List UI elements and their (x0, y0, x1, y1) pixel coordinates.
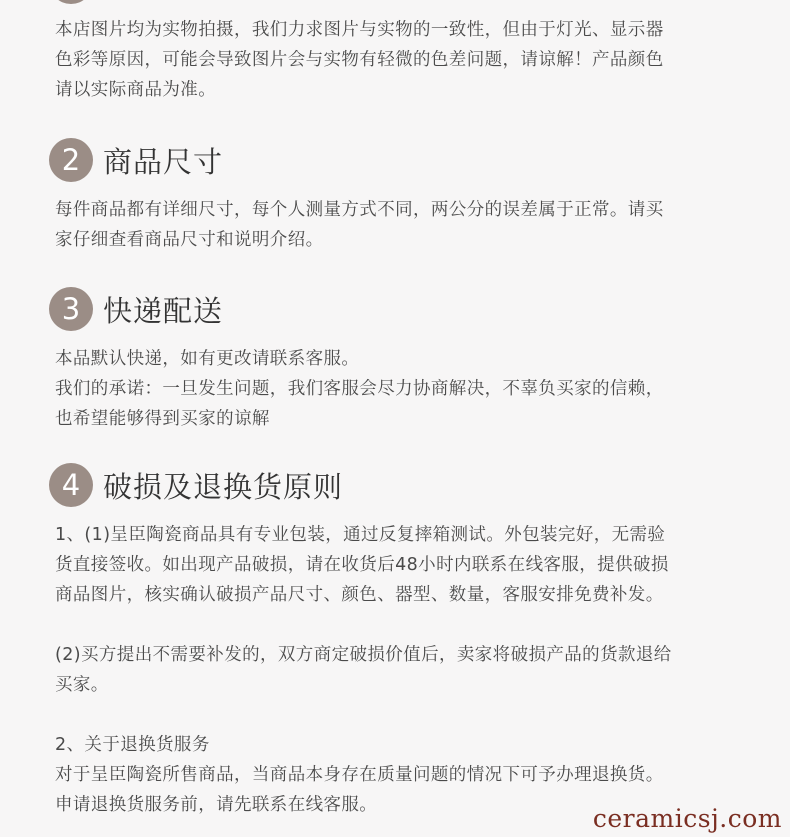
intro-line: 请以实际商品为准。 (55, 80, 217, 100)
body-line: 2、关于退换货服务 (55, 735, 210, 755)
section-1-badge-fragment (49, 0, 93, 4)
intro-line: 本店图片均为实物拍摄，我们力求图片与实物的一致性，但由于灯光、显示器 (55, 20, 664, 40)
body-line: 申请退换货服务前，请先联系在线客服。 (55, 795, 378, 815)
body-line: 对于呈臣陶瓷所售商品，当商品本身存在质量问题的情况下可予办理退换货。 (55, 765, 664, 785)
body-line: 商品图片，核实确认破损产品尺寸、颜色、器型、数量，客服安排免费补发。 (55, 585, 664, 605)
intro-line: 色彩等原因，可能会导致图片会与实物有轻微的色差问题，请谅解！产品颜色 (55, 50, 664, 70)
section-number-badge: 4 (49, 463, 93, 507)
section-shipping-body (55, 344, 745, 434)
body-line: 1、(1)呈臣陶瓷商品具有专业包装，通过反复摔箱测试。外包装完好，无需验 (55, 525, 666, 545)
body-line: 买家。 (55, 675, 109, 695)
section-number-badge: 3 (49, 287, 93, 331)
watermark-text: ceramicsj.com (592, 804, 782, 833)
body-line: (2)买方提出不需要补发的，双方商定破损价值后，卖家将破损产品的货款退给 (55, 645, 672, 665)
section-heading-size (49, 138, 223, 182)
body-line: 也希望能够得到买家的谅解 (55, 409, 270, 429)
section-heading-returns (49, 463, 343, 507)
section-number-badge: 2 (49, 138, 93, 182)
body-line: 我们的承诺：一旦发生问题，我们客服会尽力协商解决，不辜负买家的信赖， (55, 379, 664, 399)
returns-paragraph-damage (55, 520, 745, 610)
section-title: 快递配送 (103, 293, 224, 328)
section-title: 破损及退换货原则 (103, 469, 344, 504)
returns-paragraph-refund (55, 640, 745, 700)
section-title: 商品尺寸 (103, 144, 224, 179)
intro-paragraph (55, 15, 745, 105)
body-line: 家仔细查看商品尺寸和说明介绍。 (55, 230, 324, 250)
body-line: 货直接签收。如出现产品破损，请在收货后48小时内联系在线客服，提供破损 (55, 555, 669, 575)
section-size-body (55, 195, 745, 255)
body-line: 每件商品都有详细尺寸，每个人测量方式不同，两公分的误差属于正常。请买 (55, 200, 664, 220)
body-line: 本品默认快递，如有更改请联系客服。 (55, 349, 360, 369)
section-heading-shipping (49, 287, 223, 331)
